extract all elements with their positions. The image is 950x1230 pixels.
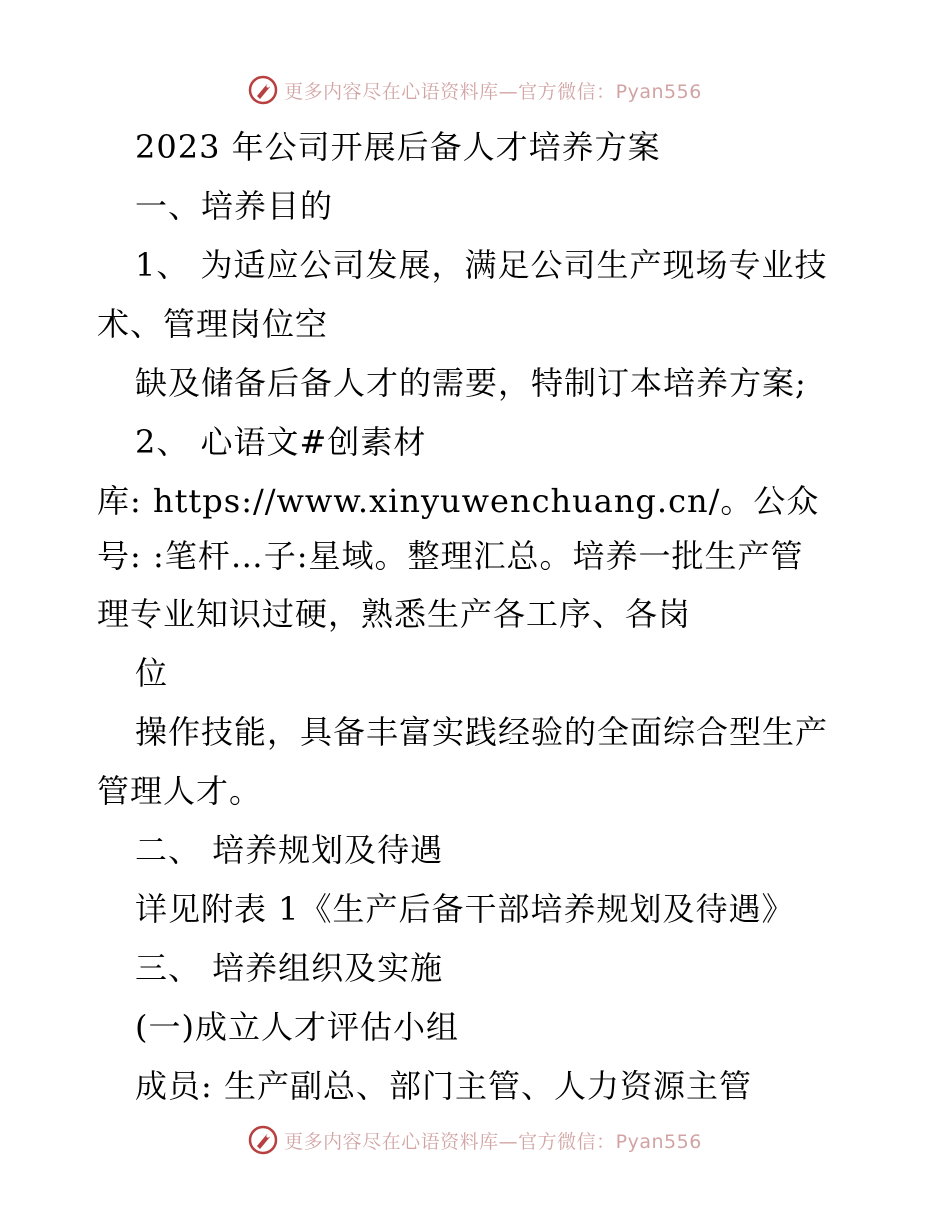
watermark-text: 更多内容尽在心语资料库—官方微信：Pyan556: [284, 80, 702, 103]
paragraph-line: 位: [135, 654, 169, 692]
section-heading-2: 二、 培养规划及待遇: [135, 831, 444, 869]
paragraph-line: 1、 为适应公司发展，满足公司生产现场专业技: [135, 246, 828, 284]
pen-nib-logo-icon: [248, 75, 278, 105]
paragraph-line: 号: :笔杆…子:星域。整理汇总。培养一批生产管: [97, 537, 804, 575]
paragraph-line: 操作技能，具备丰富实践经验的全面综合型生产: [135, 713, 829, 751]
watermark-banner-bottom: [0, 1120, 950, 1160]
pen-nib-logo-icon: [248, 1125, 278, 1155]
document-title: 2023 年公司开展后备人才培养方案: [135, 128, 661, 166]
paragraph-line: 理专业知识过硬，熟悉生产各工序、各岗: [97, 595, 692, 633]
paragraph-line: 详见附表 1《生产后备干部培养规划及待遇》: [135, 890, 795, 928]
watermark-text: 更多内容尽在心语资料库—官方微信：Pyan556: [284, 1130, 702, 1153]
paragraph-line: 成员: 生产副总、部门主管、人力资源主管: [135, 1067, 752, 1105]
paragraph-line: 缺及储备后备人才的需要，特制订本培养方案;: [135, 364, 807, 402]
paragraph-line: 管理人才。: [97, 772, 263, 810]
paragraph-line: 库: https://www.xinyuwenchuang.cn/。公众: [97, 482, 820, 520]
section-heading-3: 三、 培养组织及实施: [135, 949, 444, 987]
paragraph-line: 术、管理岗位空: [97, 305, 329, 343]
section-heading-1: 一、培养目的: [135, 187, 334, 225]
paragraph-line: 2、 心语文#创素材: [135, 423, 427, 461]
watermark-banner-top: [0, 70, 950, 110]
subsection-heading: (一)成立人才评估小组: [135, 1008, 459, 1046]
